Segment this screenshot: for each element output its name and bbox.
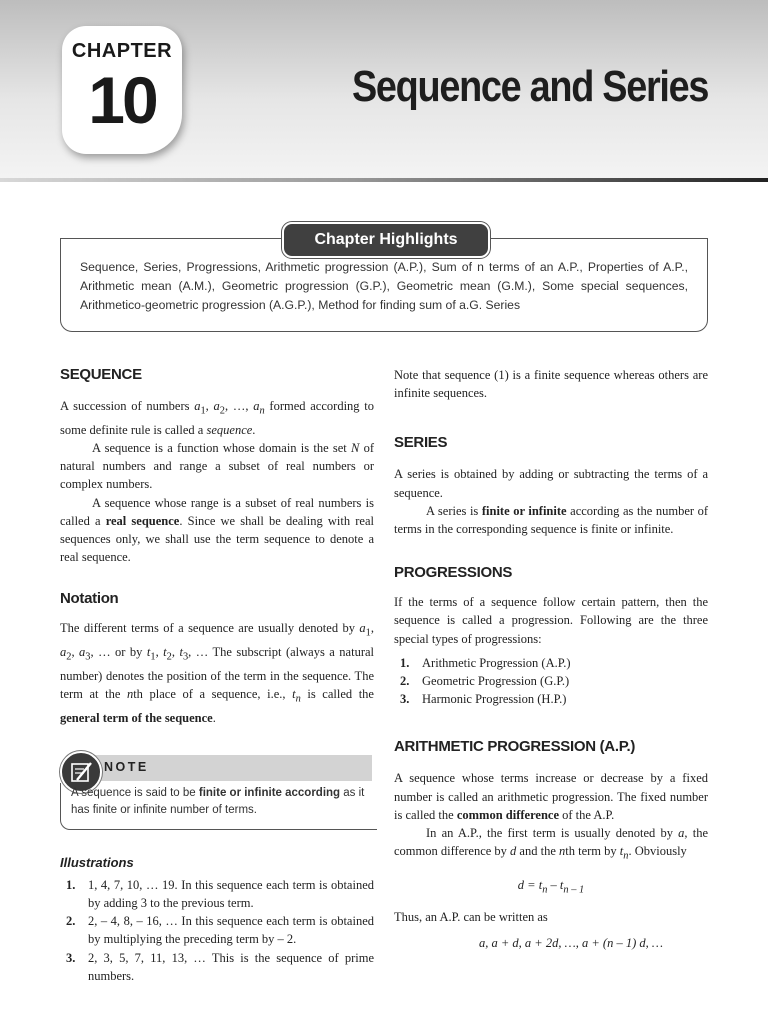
sequence-paragraph-2: A sequence is a function whose domain is the set N of natural numbers and range a subset of real numbers or complex numbers. (60, 440, 374, 492)
ap-paragraph-2: In an A.P., the first term is usually denoted by a, the common difference by d and the nth term by $t_n$. Obviously (394, 826, 708, 862)
list-item: 3. Harmonic Progression (H.P.) (400, 692, 567, 707)
right-column (394, 366, 708, 952)
left-column (60, 366, 374, 985)
progressions-list (394, 654, 708, 709)
ap-equation-difference: $d = t_n - t_{n - 1}$ (517, 877, 585, 896)
list-item: 3. 2, 3, 5, 7, 11, 13, … This is the sequence of prime numbers. (66, 950, 374, 983)
sequence-heading: SEQUENCE (60, 366, 142, 383)
header-divider (0, 178, 768, 182)
progressions-heading: PROGRESSIONS (394, 564, 513, 582)
list-item: 2. 2, – 4, 8, – 16, … In this sequence each term is obtained by multiplying the preceding term by – 2. (66, 914, 374, 947)
note-label: NOTE (104, 759, 149, 774)
sequence-paragraph-1: A succession of numbers $a_1$, $a_2$, …, $a_n$ formed according to some definite rule is called a sequence. (60, 399, 375, 437)
series-paragraph-1: A series is obtained by adding or subtracting the terms of a sequence. (394, 467, 708, 500)
note-callout (60, 751, 374, 843)
finite-sequence-note: Note that sequence (1) is a finite sequence whereas others are infinite sequences. (394, 368, 708, 401)
list-item: 1. 1, 4, 7, 10, … 19. In this sequence each term is obtained by adding 3 to the previous term. (66, 877, 374, 911)
series-heading: SERIES (394, 434, 448, 452)
chapter-title: Sequence and Series (351, 62, 708, 111)
chapter-number: 10 (88, 63, 156, 137)
illustrations-list (60, 876, 374, 985)
list-item: 1. Arithmetic Progression (A.P.) (400, 655, 571, 670)
progressions-paragraph: If the terms of a sequence follow certain pattern, then the sequence is called a progression. Following are the three special types of progressions: (394, 595, 708, 646)
highlights-tab: Chapter Highlights (282, 222, 490, 258)
list-item: 2. Geometric Progression (G.P.) (400, 674, 570, 689)
notation-paragraph: The different terms of a sequence are usually denoted by $a_1$, $a_2$, $a_3$, … or by $t_1$, $t_2$, $t_3$, … The subscript (always a natural number) denotes the position of the term in the sequence. The term at the nth place of a sequence, i.e., $t_n$ is called the general term of the sequence. (60, 621, 375, 725)
chapter-badge (62, 26, 182, 154)
chapter-label: CHAPTER (71, 40, 173, 62)
ap-equation-general: a, a + d, a + 2d, …, a + (n – 1) d, … (479, 935, 663, 950)
notation-heading: Notation (60, 590, 119, 608)
highlights-text: Sequence, Series, Progressions, Arithmetic progression (A.P.), Sum of n terms of an A.P., Properties of A.P., Arithmetic mean (A.M.), Geometric progression (G.P.), Geometric mean (G.M.), Some special sequences, Arithmetico-geometric progression (A.G.P.), Method for finding sum of a.G. Series (80, 260, 688, 312)
note-text: A sequence is said to be finite or infinite according as it has finite or infinite number of terms. (71, 786, 365, 816)
ap-paragraph-1: A sequence whose terms increase or decrease by a fixed number is called an arithmetic progression. The fixed number is called the common difference of the A.P. (394, 771, 708, 822)
note-body (60, 783, 377, 830)
ap-heading: ARITHMETIC PROGRESSION (A.P.) (394, 738, 636, 756)
illustrations-heading: Illustrations (60, 854, 134, 870)
series-paragraph-2: A series is finite or infinite according as the number of terms in the corresponding sequence is finite or infinite. (394, 503, 709, 537)
ap-paragraph-3: Thus, an A.P. can be written as (394, 909, 548, 924)
sequence-paragraph-3: A sequence whose range is a subset of real numbers is called a real sequence. Since we shall be dealing with real sequences only, we shall use the term sequence to denote a real sequence. (60, 495, 374, 565)
